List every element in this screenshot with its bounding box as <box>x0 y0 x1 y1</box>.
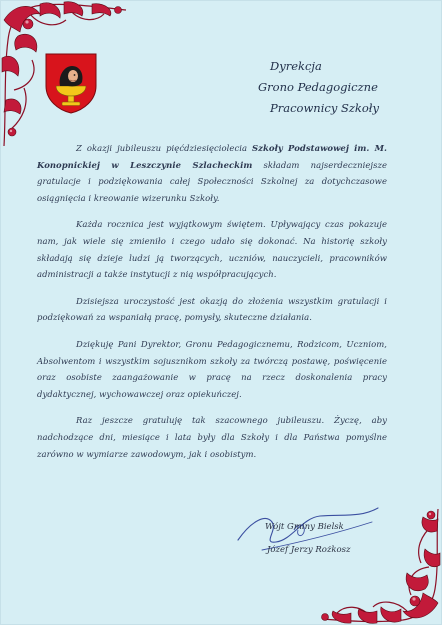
recipient-block <box>258 56 418 119</box>
recipient-line-1: Dyrekcja <box>270 59 322 73</box>
school-name: Szkoły Podstawowej im. M. Konopnickiej w Leszczynie Szlacheckim <box>37 143 387 170</box>
signature-title: Wójt Gminy Bielsk <box>265 522 344 532</box>
recipient-line-3: Pracownicy Szkoły <box>270 101 380 115</box>
paragraph-5: Raz jeszcze gratuluję tak szacownego jubileuszu. Życzę, aby nadchodzące dni, miesiące i lata były dla Szkoły i dla Państwa pomyślne zarówno w wymiarze zawodowym, jak i osobistym. <box>37 415 387 459</box>
paragraph-4: Dziękuję Pani Dyrektor, Gronu Pedagogicznemu, Rodzicom, Uczniom, Absolwentom i wszystkim sojusznikom szkoły za twórczą postawę, poświęcenie oraz osobiste zaangażowanie w pracę na rzecz doskonalenia pracy dydaktycznej, wychowawczej oraz opiekuńczej. <box>37 338 387 399</box>
letter-body <box>37 140 387 462</box>
paragraph-2: Każda rocznica jest wyjątkowym świętem. Upływający czas pokazuje nam, jak wiele się zmieniło i czego udało się dokonać. Na historię szkoły składają się dzieje ludzi ją tworzących, uczniów, nauczycieli, pracowników administracji a także instytucji z nią współpracujących. <box>37 219 387 280</box>
signature-name: Józef Jerzy Rożkosz <box>267 545 351 555</box>
recipient-line-2: Grono Pedagogiczne <box>258 80 378 94</box>
paragraph-1-intro: Z okazji jubileuszu pięćdziesięciolecia <box>76 143 253 153</box>
paragraph-1-rest: składam najserdeczniejsze gratulacje i podziękowania całej Społeczności Szkolnej za dotychczasowe osiągnięcia i kreowanie wizerunku Szkoły. <box>37 159 387 203</box>
coat-of-arms-icon <box>44 52 98 114</box>
paragraph-3: Dzisiejsza uroczystość jest okazją do złożenia wszystkim gratulacji i podziękowań za wspaniałą pracę, pomysły, skuteczne działania. <box>37 295 387 323</box>
paragraph-1 <box>37 140 387 206</box>
